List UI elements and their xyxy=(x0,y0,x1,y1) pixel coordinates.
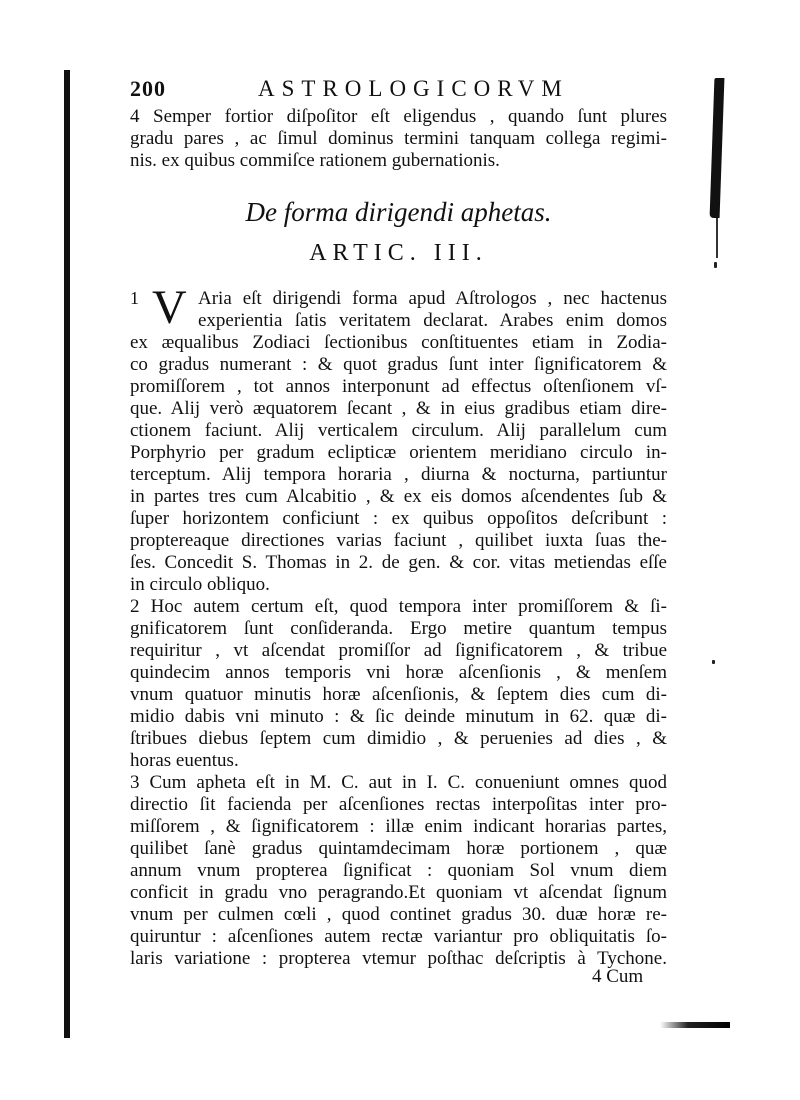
drop-capital: V xyxy=(152,281,187,334)
text-line: conficit in gradu vno peragrando.Et quoniam vt aſcendat ſignum xyxy=(130,882,667,903)
running-header xyxy=(130,76,670,104)
article-heading: ARTIC. III. xyxy=(309,240,488,266)
running-title: ASTROLOGICORVM xyxy=(258,76,569,101)
text-line: ſes. Concedit S. Thomas in 2. de gen. & cor. vitas metiendas eſſe xyxy=(130,552,667,573)
text-line: Aria eſt dirigendi forma apud Aſtrologos , nec hactenus xyxy=(198,288,667,309)
text-line: Porphyrio per gradum eclipticæ orientem meridiano circulo in- xyxy=(130,442,667,463)
page-number: 200 xyxy=(130,76,166,101)
text-line: ſtribues diebus ſeptem cum dimidio , & peruenies ad dies , & xyxy=(130,728,667,749)
text-line: in circulo obliquo. xyxy=(130,574,270,595)
text-line: 3 Cum apheta eſt in M. C. aut in I. C. conueniunt omnes quod xyxy=(130,772,667,793)
text-line: annum vnum propterea ſignificat : quoniam Sol vnum diem xyxy=(130,860,667,881)
text-line: proptereaque directiones varias faciunt , quilibet iuxta ſuas the- xyxy=(130,530,667,551)
text-line: ſuper horizontem conficiunt : ex quibus oppoſitos deſcribunt : xyxy=(130,508,667,529)
text-line: laris variatione : propterea vtemur poſthac deſcriptis à Tychone. xyxy=(130,948,667,969)
ink-speck xyxy=(714,262,717,268)
text-line: miſſorem , & ſignificatorem : illæ enim indicant horarias partes, xyxy=(130,816,667,837)
text-line: promiſſorem , tot annos interponunt ad effectus oſtenſionem vſ- xyxy=(130,376,667,397)
catchword: 4 Cum xyxy=(592,966,644,987)
paragraph-number: 1 xyxy=(130,288,139,308)
section-heading: De forma dirigendi aphetas. xyxy=(245,197,552,227)
text-line: terceptum. Alij tempora horaria , diurna & nocturna, partiuntur xyxy=(130,464,667,485)
text-line: ex æqualibus Zodiaci ſectionibus conſtituentes etiam in Zodia- xyxy=(130,332,667,353)
text-line: quiruntur : aſcenſiones autem rectæ variantur pro obliquitatis ſo- xyxy=(130,926,667,947)
ink-speck xyxy=(712,660,715,664)
scan-smudge xyxy=(660,1022,730,1028)
text-line: requiritur , vt aſcendat promiſſor ad ſignificatorem , & tribue xyxy=(130,640,667,661)
text-line: nis. ex quibus commiſce rationem gubernationis. xyxy=(130,150,500,171)
text-line: midio dabis vni minuto : & ſic deinde minutum in 62. quæ di- xyxy=(130,706,667,727)
text-line: co gradus numerant : & quot gradus ſunt inter ſignificatorem & xyxy=(130,354,667,375)
page-edge-shadow xyxy=(710,78,725,218)
text-line: horas euentus. xyxy=(130,750,239,771)
text-line: 4 Semper fortior diſpoſitor eſt eligendus , quando ſunt plures xyxy=(130,106,667,127)
text-line: ctionem faciunt. Alij verticalem circulum. Alij parallelum cum xyxy=(130,420,667,441)
text-line: experientia ſatis veritatem declarat. Arabes enim domos xyxy=(198,310,667,331)
text-line: vnum per culmen cœli , quod continet gradus 30. duæ horæ re- xyxy=(130,904,667,925)
text-line: gradu pares , ac ſimul dominus termini tanquam collega regimi- xyxy=(130,128,667,149)
page-gutter-shadow xyxy=(64,70,70,1038)
text-line: directio ſit facienda per aſcenſiones rectas interpoſitas inter pro- xyxy=(130,794,667,815)
text-line: que. Alij verò æquatorem ſecant , & in eius gradibus etiam dire- xyxy=(130,398,667,419)
text-line: vnum quatuor minutis horæ aſcenſionis, & ſeptem dies cum di- xyxy=(130,684,667,705)
text-line: quilibet ſanè gradus quintamdecimam horæ portionem , quæ xyxy=(130,838,667,859)
text-line: quindecim annos temporis vni horæ aſcenſionis , & menſem xyxy=(130,662,667,683)
text-line: 2 Hoc autem certum eſt, quod tempora inter promiſſorem & ſi- xyxy=(130,596,667,617)
text-line: gnificatorem ſunt conſideranda. Ergo metire quantum tempus xyxy=(130,618,667,639)
text-line: in partes tres cum Alcabitio , & ex eis domos aſcendentes ſub & xyxy=(130,486,667,507)
